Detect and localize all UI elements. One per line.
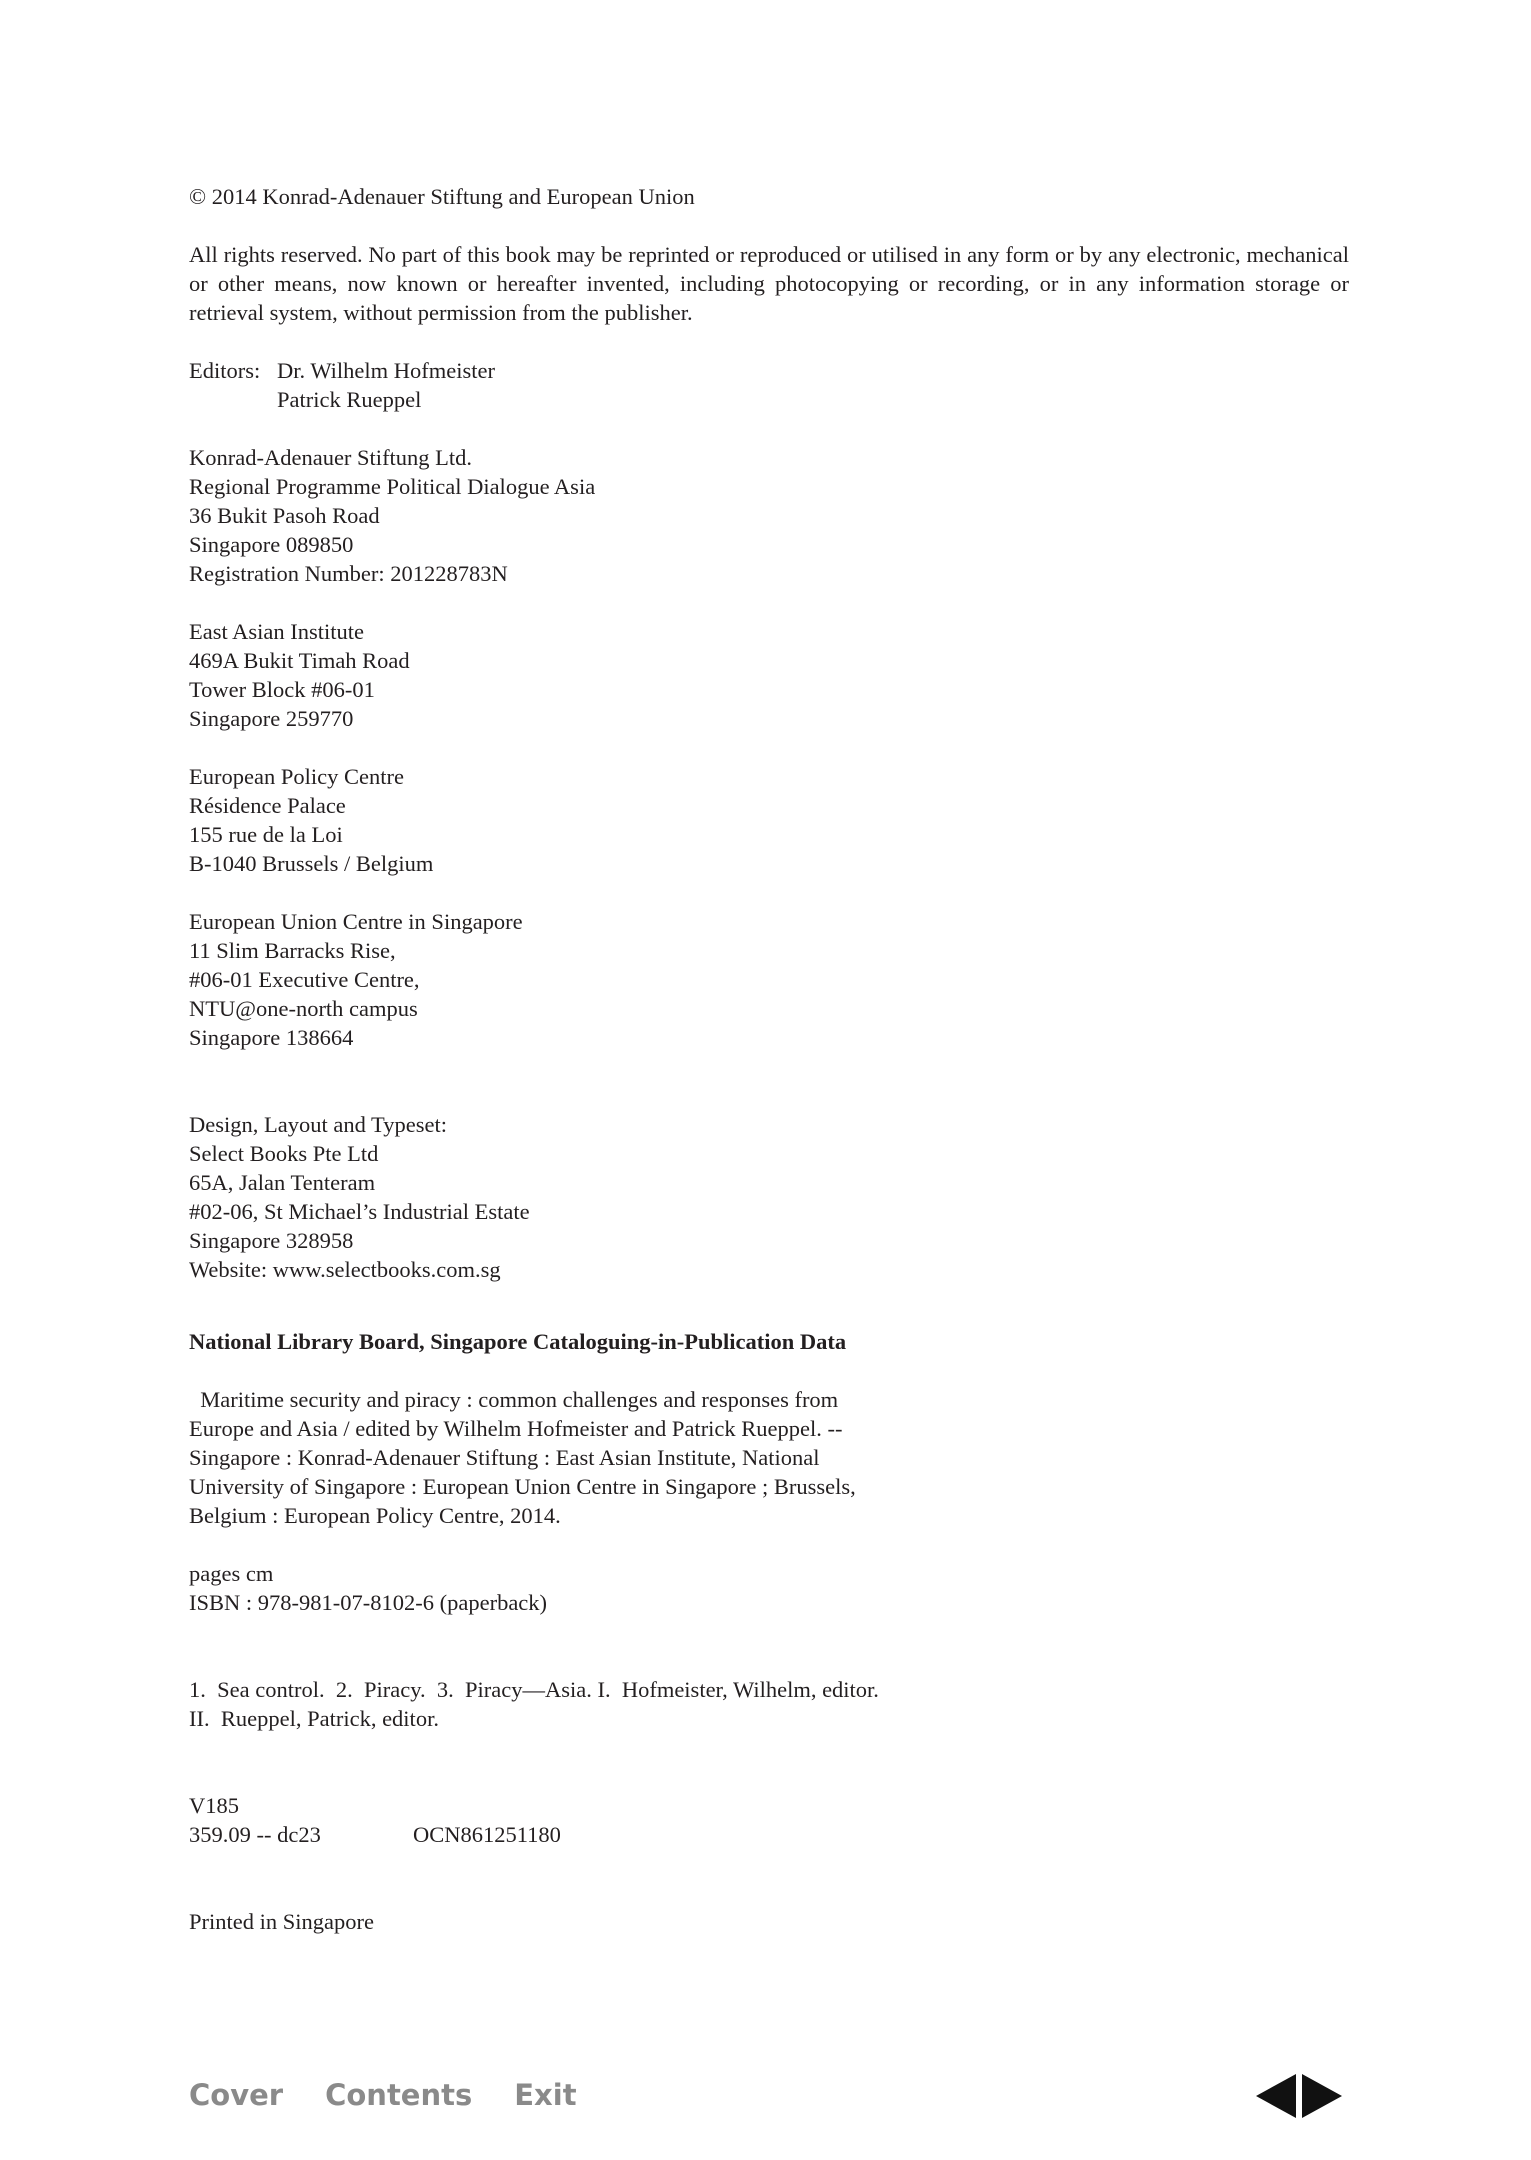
design-line: #02-06, St Michael’s Industrial Estate: [189, 1199, 530, 1224]
address-line: European Policy Centre: [189, 764, 404, 789]
address-line: Singapore 138664: [189, 1025, 354, 1050]
cip-pages: pages cm: [189, 1561, 274, 1586]
cip-subjects-line: 1. Sea control. 2. Piracy. 3. Piracy—Asia. I. Hofmeister, Wilhelm, editor.: [189, 1677, 879, 1702]
address-line: European Union Centre in Singapore: [189, 909, 523, 934]
cip-description-line: Europe and Asia / edited by Wilhelm Hofmeister and Patrick Rueppel. --: [189, 1416, 843, 1441]
address-line: Regional Programme Political Dialogue Asia: [189, 474, 596, 499]
address-euc: [189, 907, 1349, 1052]
design-line: Website: www.selectbooks.com.sg: [189, 1257, 501, 1282]
address-line: 469A Bukit Timah Road: [189, 648, 410, 673]
address-line: NTU@one-north campus: [189, 996, 418, 1021]
exit-link[interactable]: Exit: [514, 2078, 577, 2112]
address-line: 36 Bukit Pasoh Road: [189, 503, 380, 528]
page-arrows: [1254, 2072, 1344, 2120]
editors-block: [189, 356, 1349, 414]
design-credits: [189, 1110, 1349, 1284]
design-line: Singapore 328958: [189, 1228, 354, 1253]
printed-in: Printed in Singapore: [189, 1909, 374, 1934]
cip-description-line: Belgium : European Policy Centre, 2014.: [189, 1503, 561, 1528]
cip-description-line: Maritime security and piracy : common challenges and responses from: [189, 1387, 839, 1412]
cip-dewey: 359.09 -- dc23: [189, 1822, 321, 1847]
address-line: 11 Slim Barracks Rise,: [189, 938, 396, 963]
next-page-arrow-icon[interactable]: [1300, 2072, 1344, 2120]
address-line: Konrad-Adenauer Stiftung Ltd.: [189, 445, 473, 470]
cip-subjects-line: II. Rueppel, Patrick, editor.: [189, 1706, 439, 1731]
address-line: East Asian Institute: [189, 619, 364, 644]
cip-description-line: University of Singapore : European Union Centre in Singapore ; Brussels,: [189, 1474, 856, 1499]
address-eai: [189, 617, 1349, 733]
address-line: Singapore 259770: [189, 706, 354, 731]
cip-description-line: Singapore : Konrad-Adenauer Stiftung : East Asian Institute, National: [189, 1445, 820, 1470]
address-line: #06-01 Executive Centre,: [189, 967, 420, 992]
editors-label: Editors:: [189, 358, 261, 383]
address-line: Résidence Palace: [189, 793, 346, 818]
address-epc: [189, 762, 1349, 878]
editor-name: Dr. Wilhelm Hofmeister: [277, 358, 496, 383]
cip-block: [189, 1327, 1349, 1936]
design-line: Select Books Pte Ltd: [189, 1141, 379, 1166]
address-line: Tower Block #06-01: [189, 677, 375, 702]
cip-heading: National Library Board, Singapore Cataloguing-in-Publication Data: [189, 1329, 847, 1354]
editor-name: Patrick Rueppel: [277, 387, 422, 412]
cip-ocn: OCN861251180: [413, 1822, 561, 1847]
cip-classification-row: [189, 1820, 1349, 1849]
previous-page-arrow-icon[interactable]: [1254, 2072, 1298, 2120]
cip-classification: V185: [189, 1793, 239, 1818]
address-line: Registration Number: 201228783N: [189, 561, 508, 586]
contents-link[interactable]: Contents: [325, 2078, 473, 2112]
cip-isbn: ISBN : 978-981-07-8102-6 (paperback): [189, 1590, 548, 1615]
address-line: Singapore 089850: [189, 532, 354, 557]
address-line: 155 rue de la Loi: [189, 822, 343, 847]
design-line: Design, Layout and Typeset:: [189, 1112, 447, 1137]
copyright-page: [189, 182, 1349, 1936]
rights-statement: All rights reserved. No part of this book may be reprinted or reproduced or utilised in any form or by any electronic, mechanical or other means, now known or hereafter invented, including photocopying or recording, or in any information storage or retrieval system, without permission from the publisher.: [189, 242, 1349, 325]
address-kas: [189, 443, 1349, 588]
design-line: 65A, Jalan Tenteram: [189, 1170, 376, 1195]
copyright-notice: © 2014 Konrad-Adenauer Stiftung and European Union: [189, 184, 695, 209]
bottom-navigation: [189, 2078, 577, 2112]
cover-link[interactable]: Cover: [189, 2078, 284, 2112]
address-line: B-1040 Brussels / Belgium: [189, 851, 434, 876]
